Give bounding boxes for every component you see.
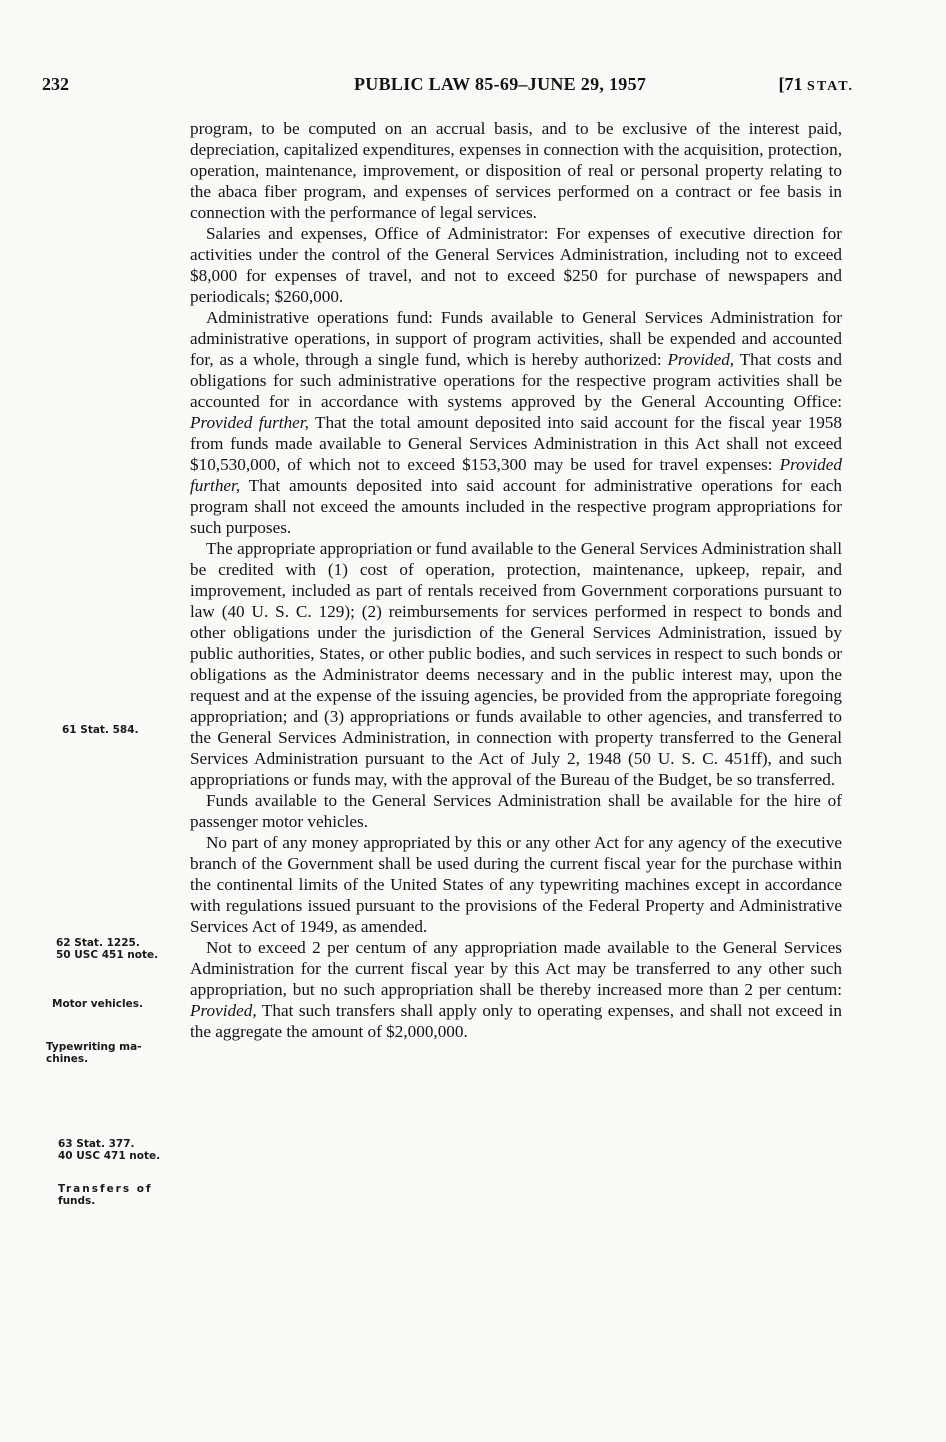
page-header	[42, 70, 854, 98]
margin-note-line: 61 Stat. 584.	[62, 724, 139, 736]
text-segment: Administrative operations fund: Funds available to General Services Administration for administrative operations, in support of program activities, shall be expended and accounted for, as a whole, through a single fund, which is hereby authorized:	[190, 308, 842, 369]
margin-note-line: 62 Stat. 1225.	[56, 937, 140, 949]
paragraph-administrative-operations-fund	[190, 307, 842, 538]
proviso-italic: Provided further,	[190, 455, 842, 495]
text-segment: That amounts deposited into said account for administrative operations for each program shall not exceed the amounts included in the respective program appropriations for such purposes.	[190, 476, 842, 537]
margin-note-line: 50 USC 451 note.	[56, 949, 159, 961]
margin-note-motor-vehicles	[52, 998, 190, 1010]
paragraph-salaries-expenses: Salaries and expenses, Office of Administrator: For expenses of executive direction for activities under the control of the General Services Administration, including not to exceed $8,000 for expenses of travel, and not to exceed $250 for purchase of newspapers and periodicals; $260,000.	[190, 224, 842, 306]
margin-note-line: 63 Stat. 377.	[58, 1138, 135, 1150]
margin-note-62-stat-1225	[56, 937, 194, 961]
margin-note-line: Typewriting ma-	[46, 1041, 142, 1053]
margin-note-63-stat-377	[58, 1138, 196, 1162]
margin-note-61-stat-584	[62, 724, 200, 736]
proviso-italic: Provided,	[190, 1001, 257, 1020]
paragraph-typewriting-machines: No part of any money appropriated by this or any other Act for any agency of the executive branch of the Government shall be used during the current fiscal year for the purchase within the continental limits of the United States of any typewriting machines except in accordance with regulations issued pursuant to the provisions of the Federal Property and Administrative Services Act of 1949, as amended.	[190, 833, 842, 936]
margin-note-line: Transfers of	[58, 1183, 153, 1195]
text-segment: That such transfers shall apply only to operating expenses, and shall not exceed in the aggregate the amount of $2,000,000.	[190, 1001, 842, 1041]
margin-note-line: 40 USC 471 note.	[58, 1150, 161, 1162]
statute-bracket: [71	[778, 74, 803, 94]
margin-note-line: chines.	[46, 1053, 89, 1065]
margin-note-line: funds.	[58, 1195, 96, 1207]
paragraph-accrual-basis: program, to be computed on an accrual basis, and to be exclusive of the interest paid, depreciation, capitalized expenditures, expenses in connection with the acquisition, protection, operation, maintenance, improvement, or disposition of real or personal property relating to the abaca fiber program, and expenses of services performed on a contract or fee basis in connection with the performance of legal services.	[190, 119, 842, 222]
statute-volume-reference	[779, 74, 854, 95]
text-segment: That costs and obligations for such administrative operations for the respective program activities shall be accounted for in accordance with systems approved by the General Accounting Office:	[190, 350, 842, 411]
paragraph-transfers-of-funds	[190, 937, 842, 1042]
text-segment: That the total amount deposited into said account for the fiscal year 1958 from funds made available to General Services Administration in this Act shall not exceed $10,530,000, of which not to exceed $153,300 may be used for travel expenses:	[190, 413, 842, 474]
body-text	[190, 118, 842, 1042]
statute-label: STAT.	[807, 79, 854, 94]
margin-note-line: Motor vehicles.	[52, 998, 143, 1010]
paragraph-appropriation-credits: The appropriate appropriation or fund available to the General Services Administration shall be credited with (1) cost of operation, protection, maintenance, upkeep, repair, and improvement, included as part of rentals received from Government corporations pursuant to law (40 U. S. C. 129); (2) reimbursements for services performed in respect to bonds and other obligations under the jurisdiction of the General Services Administration, issued by public authorities, States, or other public bodies, and such services in respect to such bonds or obligations as the Administrator deems necessary and in the public interest may, upon the request and at the expense of the issuing agencies, be provided from the appropriate foregoing appropriation; and (3) appropriations or funds available to other agencies, and transferred to the General Services Administration, in connection with property transferred to the General Services Administration pursuant to the Act of July 2, 1948 (50 U. S. C. 451ff), and such appropriations or funds may, with the approval of the Bureau of the Budget, be so transferred.	[190, 539, 842, 789]
page-number: 232	[42, 74, 69, 94]
proviso-italic: Provided,	[667, 350, 735, 369]
paragraph-motor-vehicles: Funds available to the General Services Administration shall be available for the hire of passenger motor vehicles.	[190, 791, 842, 831]
running-title: PUBLIC LAW 85-69–JUNE 29, 1957	[354, 74, 647, 94]
text-segment: Not to exceed 2 per centum of any appropriation made available to the General Services Administration for the current fiscal year by this Act may be transferred to any other such appropriation, but no such appropriation shall be thereby increased more than 2 per centum:	[190, 938, 842, 999]
margin-note-typewriting-machines	[46, 1041, 184, 1065]
proviso-italic: Provided further,	[190, 413, 309, 432]
margin-note-transfers-of-funds	[58, 1183, 196, 1207]
